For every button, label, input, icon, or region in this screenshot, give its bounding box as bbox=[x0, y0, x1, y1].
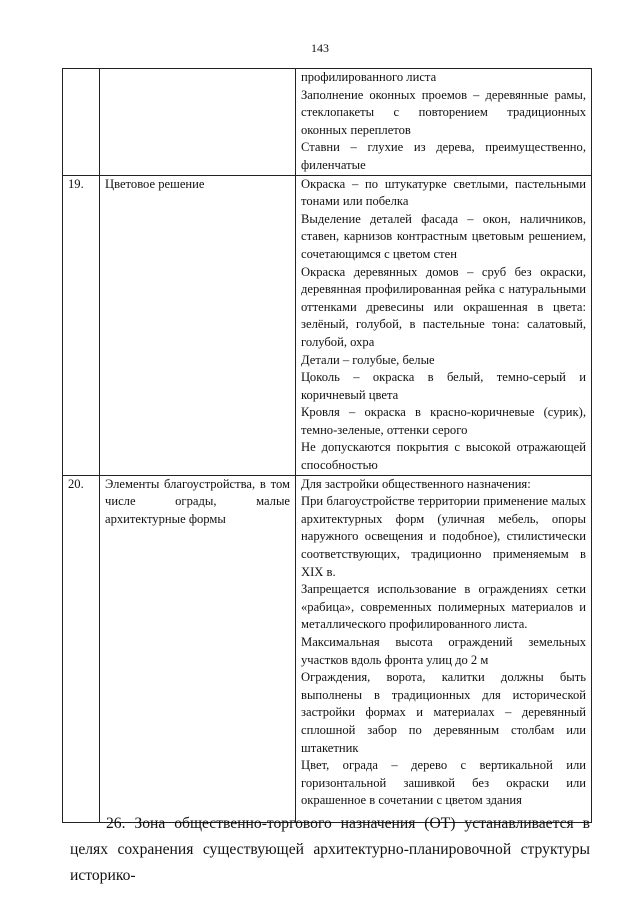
row-name bbox=[100, 69, 296, 176]
description-paragraph: Выделение деталей фасада – окон, наличников, ставен, карнизов контрастным цветовым решением, сочетающимся с цветом стен bbox=[301, 211, 586, 261]
description-paragraph: профилированного листа bbox=[301, 70, 437, 84]
description-paragraph: Ставни – глухие из дерева, преимущественно, филенчатые bbox=[301, 140, 586, 172]
row-description bbox=[296, 475, 592, 822]
page-number: 143 bbox=[311, 41, 329, 55]
row-name: Элементы благоустройства, в том числе ограды, малые архитектурные формы bbox=[100, 475, 296, 822]
description-paragraph: Цоколь – окраска в белый, темно-серый и коричневый цвета bbox=[301, 370, 586, 402]
section-paragraph: 26. Зона общественно-торгового назначения (ОТ) устанавливается в целях сохранения существующей архитектурно-планировочной структуры историко- bbox=[70, 815, 590, 884]
description-paragraph: Окраска деревянных домов – сруб без окраски, деревянная профилированная рейка с натуральными оттенками древесины или окрашенная в цвета: зелёный, голубой, в пастельные тона: салатовый, голубой, охра bbox=[301, 264, 586, 349]
table-row bbox=[63, 175, 592, 475]
description-paragraph: Цвет, ограда – дерево с вертикальной или горизонтальной зашивкой без окраски или окрашенное в сочетании с цветом здания bbox=[301, 758, 586, 808]
description-paragraph: Кровля – окраска в красно-коричневые (сурик), темно-зеленые, оттенки серого bbox=[301, 405, 586, 437]
table-row bbox=[63, 475, 592, 822]
description-paragraph: Не допускаются покрытия с высокой отражающей способностью bbox=[301, 440, 586, 473]
description-paragraph: Запрещается использование в ограждениях сетки «рабица», современных полимерных материалов и металлического профилированного листа. bbox=[301, 582, 586, 632]
description-paragraph: При благоустройстве территории применение малых архитектурных форм (уличная мебель, опоры наружного освещения и подобное), стилистически соответствующих, традиционно применяемым в XIX в. bbox=[301, 494, 586, 579]
row-name: Цветовое решение bbox=[100, 175, 296, 475]
description-paragraph: Для застройки общественного назначения: bbox=[301, 476, 531, 491]
row-number: 20. bbox=[63, 475, 100, 822]
description-paragraph: Детали – голубые, белые bbox=[301, 352, 435, 367]
description-paragraph: Максимальная высота ограждений земельных участков вдоль фронта улиц до 2 м bbox=[301, 635, 586, 667]
table-row bbox=[63, 69, 592, 176]
body-text bbox=[70, 811, 590, 889]
requirements-table bbox=[62, 68, 592, 823]
row-number bbox=[63, 69, 100, 176]
row-number: 19. bbox=[63, 175, 100, 475]
row-description bbox=[296, 69, 592, 176]
row-description bbox=[296, 175, 592, 475]
description-paragraph: Окраска – по штукатурке светлыми, пастельными тонами или побелка bbox=[301, 176, 586, 209]
description-paragraph: Ограждения, ворота, калитки должны быть выполнены в традиционных для исторической застройки формах и материалах – деревянный сплошной забор по деревянным столбам или штакетник bbox=[301, 670, 586, 755]
description-paragraph: Заполнение оконных проемов – деревянные рамы, стеклопакеты с повторением традиционных оконных переплетов bbox=[301, 87, 586, 137]
